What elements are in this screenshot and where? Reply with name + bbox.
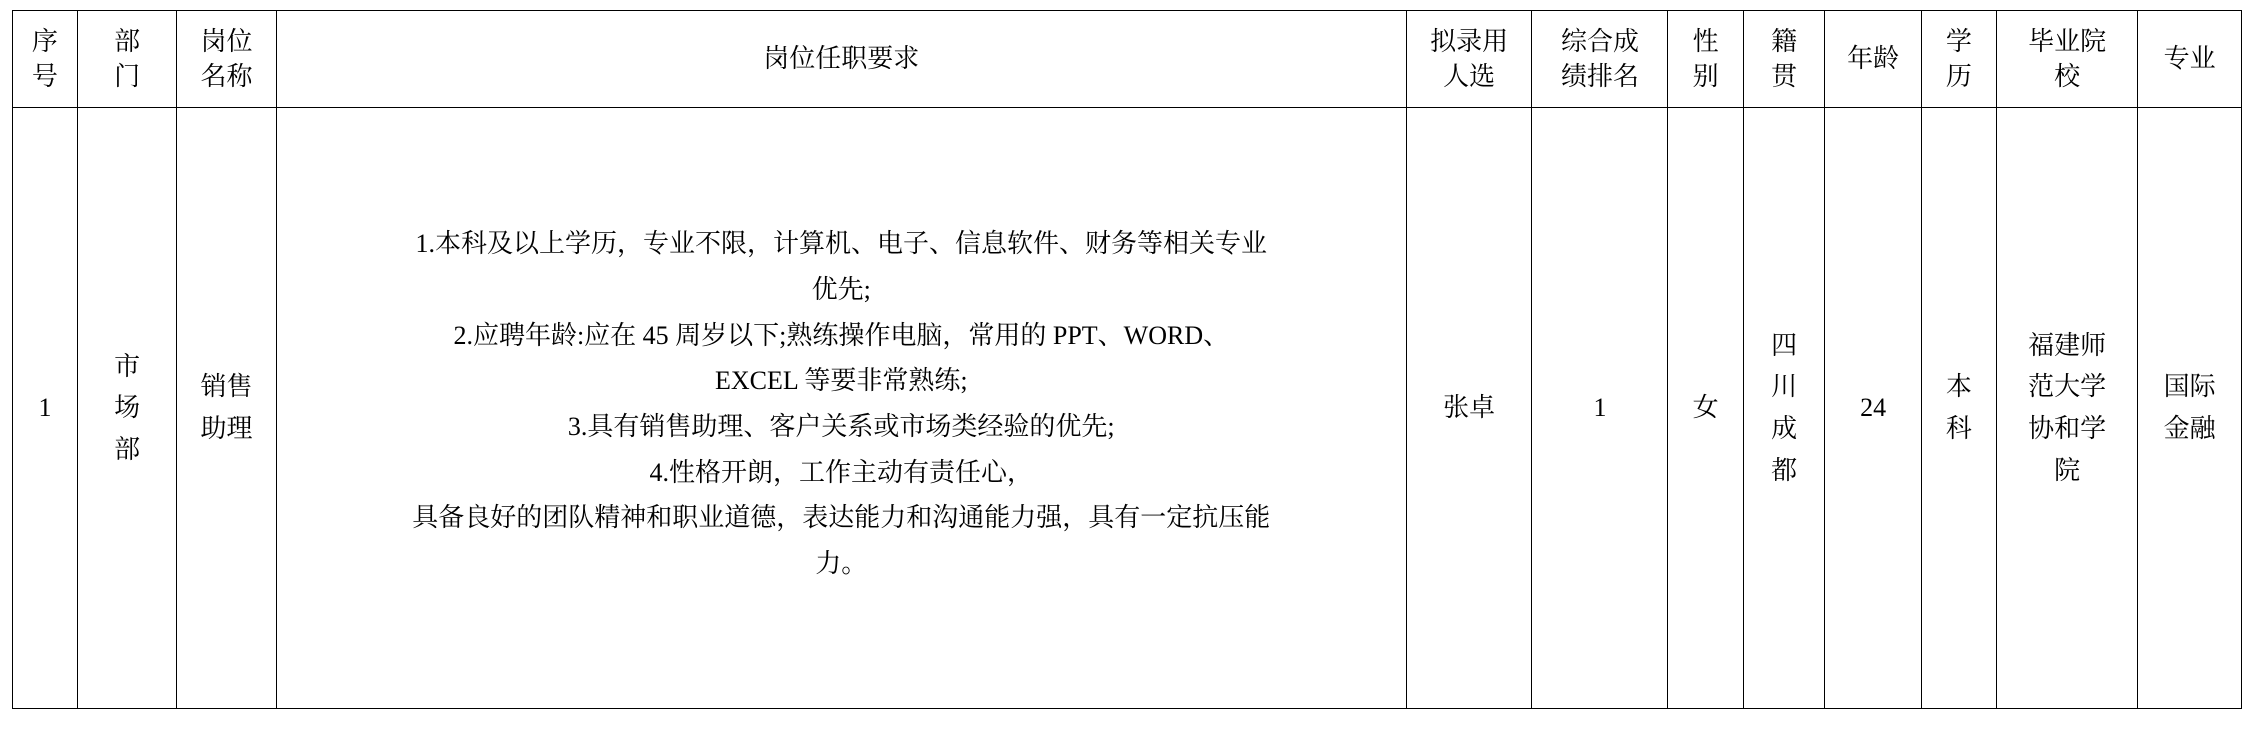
cell-line: 助理 bbox=[200, 414, 253, 443]
header-position-name bbox=[177, 11, 276, 108]
cell-graduate-school bbox=[1997, 108, 2138, 709]
cell-line: 川 bbox=[1771, 372, 1798, 402]
cell-line: 成 bbox=[1771, 414, 1798, 443]
cell-line: 市 bbox=[114, 351, 141, 381]
requirement-line: 3.具有销售助理、客户关系或市场类经验的优先; bbox=[567, 412, 1115, 441]
cell-native-place bbox=[1743, 108, 1825, 709]
header-line: 年龄 bbox=[1847, 44, 1900, 74]
cell-position-name bbox=[177, 108, 276, 709]
cell-position-requirements bbox=[276, 108, 1406, 709]
header-line: 人选 bbox=[1443, 62, 1496, 91]
header-score-rank bbox=[1532, 11, 1668, 108]
header-line: 综合成 bbox=[1560, 26, 1639, 56]
cell-line: 科 bbox=[1945, 414, 1972, 443]
header-native-place bbox=[1743, 11, 1825, 108]
header-line: 号 bbox=[31, 62, 58, 91]
header-line: 拟录用 bbox=[1430, 26, 1509, 56]
cell-line: 本 bbox=[1945, 372, 1972, 402]
header-line: 专业 bbox=[2163, 44, 2216, 74]
header-department bbox=[77, 11, 176, 108]
header-candidate bbox=[1406, 11, 1532, 108]
header-gender bbox=[1668, 11, 1743, 108]
header-education bbox=[1921, 11, 1996, 108]
header-line: 名称 bbox=[200, 62, 253, 91]
requirement-line: 4.性格开朗，工作主动有责任心， bbox=[649, 457, 1034, 487]
header-serial-number bbox=[13, 11, 78, 108]
header-graduate-school bbox=[1997, 11, 2138, 108]
cell-line: 协和学 bbox=[2028, 414, 2107, 443]
cell-major bbox=[2138, 108, 2242, 709]
cell-line: 场 bbox=[114, 393, 141, 423]
cell-line: 销售 bbox=[200, 372, 253, 402]
header-line: 籍 bbox=[1771, 26, 1798, 56]
requirement-line: EXCEL 等要非常熟练; bbox=[715, 366, 968, 396]
cell-line: 院 bbox=[2054, 455, 2081, 485]
header-major bbox=[2138, 11, 2242, 108]
requirement-line: 优先; bbox=[811, 274, 871, 304]
cell-score-rank: 1 bbox=[1532, 108, 1668, 709]
requirement-line: 具备良好的团队精神和职业道德，表达能力和沟通能力强，具有一定抗压能 bbox=[412, 503, 1271, 533]
header-line: 别 bbox=[1692, 62, 1719, 91]
cell-line: 四 bbox=[1771, 330, 1798, 360]
cell-line: 都 bbox=[1771, 455, 1798, 485]
cell-age: 24 bbox=[1825, 108, 1921, 709]
header-position-requirements bbox=[276, 11, 1406, 108]
cell-candidate: 张卓 bbox=[1406, 108, 1532, 709]
recruitment-table bbox=[12, 10, 2242, 709]
header-line: 贯 bbox=[1771, 62, 1798, 91]
cell-department bbox=[77, 108, 176, 709]
cell-gender: 女 bbox=[1668, 108, 1743, 709]
header-line: 岗位 bbox=[200, 26, 253, 56]
document-sheet bbox=[0, 10, 2253, 741]
header-line: 岗位任职要求 bbox=[763, 44, 920, 74]
cell-education bbox=[1921, 108, 1996, 709]
requirement-line: 2.应聘年龄:应在 45 周岁以下;熟练操作电脑，常用的 PPT、WORD、 bbox=[453, 320, 1230, 350]
header-line: 部 bbox=[114, 26, 141, 56]
table-row bbox=[13, 108, 2242, 709]
requirement-line: 1.本科及以上学历，专业不限，计算机、电子、信息软件、财务等相关专业 bbox=[415, 229, 1268, 259]
header-line: 序 bbox=[31, 26, 58, 56]
header-line: 绩排名 bbox=[1560, 62, 1639, 91]
header-line: 门 bbox=[114, 62, 141, 91]
header-line: 学 bbox=[1945, 26, 1972, 56]
header-line: 校 bbox=[2054, 62, 2081, 91]
header-line: 毕业院 bbox=[2028, 26, 2107, 56]
requirement-line: 力。 bbox=[815, 549, 868, 579]
cell-line: 福建师 bbox=[2028, 330, 2107, 360]
cell-line: 国际 bbox=[2163, 372, 2216, 402]
cell-line: 金融 bbox=[2163, 414, 2216, 443]
cell-line: 部 bbox=[114, 434, 141, 464]
header-line: 性 bbox=[1692, 26, 1719, 56]
header-age bbox=[1825, 11, 1921, 108]
header-line: 历 bbox=[1945, 62, 1972, 91]
cell-serial-number: 1 bbox=[13, 108, 78, 709]
cell-line: 范大学 bbox=[2028, 372, 2107, 402]
table-header-row bbox=[13, 11, 2242, 108]
